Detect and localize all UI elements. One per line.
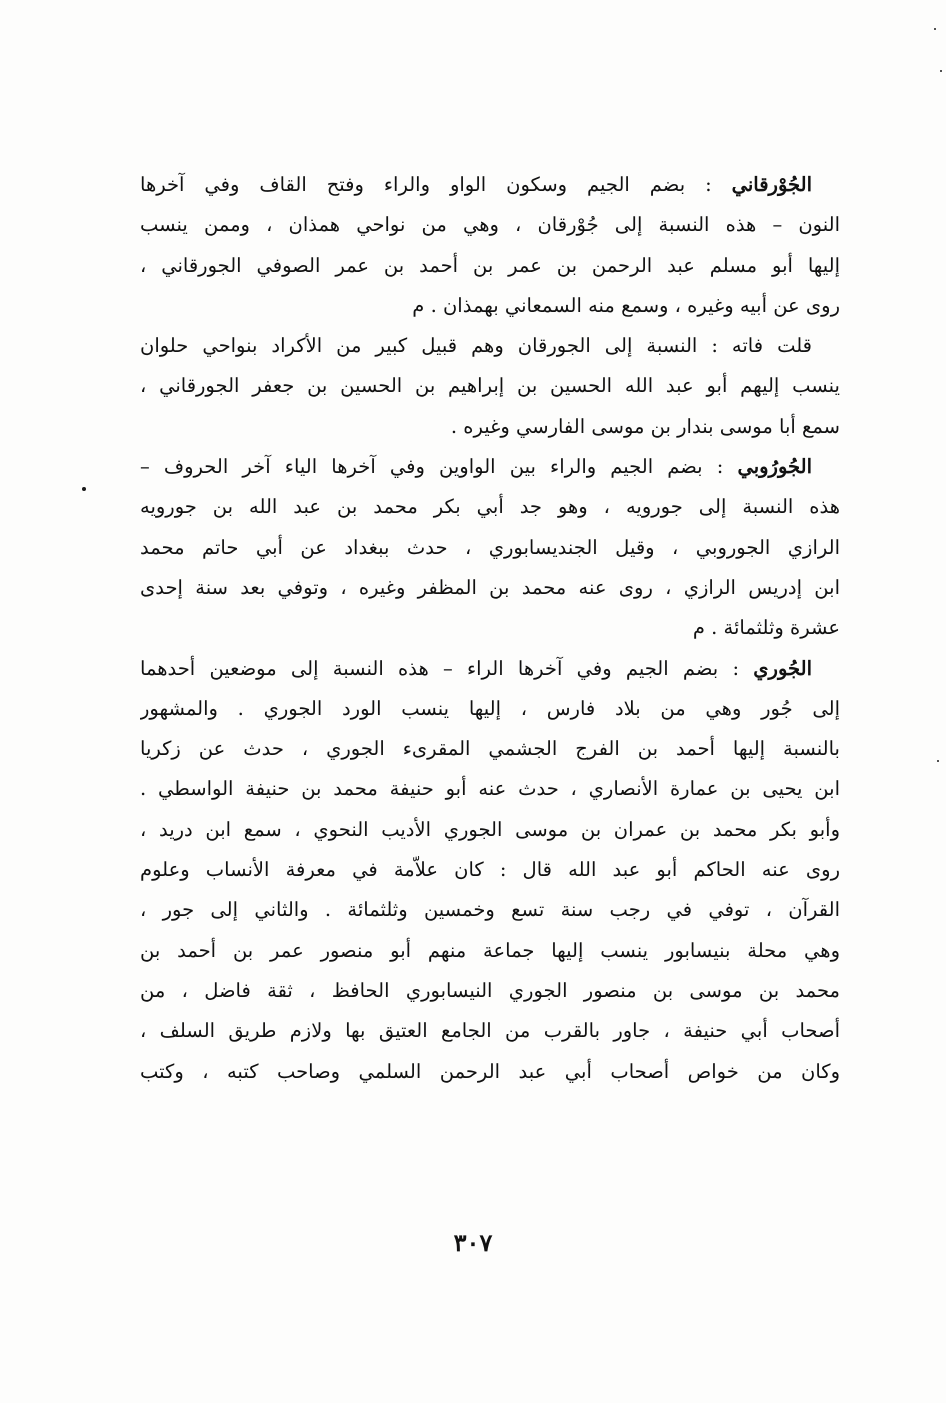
- text-line: [140, 205, 840, 245]
- text-line: [140, 528, 840, 568]
- line-text: هذه النسبة إلى جورويه ، وهو جد أبي بكر محمد بن عبد الله بن جورويه: [140, 495, 840, 519]
- text-line: [140, 931, 840, 971]
- text-line: [140, 1052, 840, 1092]
- text-line: [140, 850, 840, 890]
- line-text: إليها أبو مسلم عبد الرحمن بن عمر بن أحمد بن عمر الصوفي الجورقاني ،: [140, 253, 840, 277]
- page-number: ٣٠٧: [453, 1228, 493, 1257]
- text-line: [140, 729, 840, 769]
- line-text: ينسب إليهم أبو عبد الله الحسين بن إبراهيم بن الحسين بن جعفر الجورقاني ،: [140, 374, 840, 398]
- line-text: وهي محلة بنيسابور ينسب إليها جماعة منهم أبو منصور عمر بن أحمد بن: [140, 938, 840, 962]
- text-line: [140, 487, 840, 527]
- body-text: [140, 165, 840, 1092]
- text-line: [140, 165, 840, 205]
- text-line: [140, 810, 840, 850]
- line-text: : بضم الجيم وسكون الواو والراء وفتح القاف وفي آخرها: [140, 173, 732, 196]
- line-text: روى عنه الحاكم أبو عبد الله قال : كان علاّمة في معرفة الأنساب وعلوم: [140, 858, 840, 882]
- line-text: : بضم الجيم وفي آخرها الراء – هذه النسبة إلى موضعين أحدهما: [140, 656, 754, 680]
- line-text: ابن يحيى بن عمارة الأنصاري ، حدث عنه أبو حنيفة محمد بن حنيفة الواسطي .: [140, 777, 840, 801]
- text-line: [140, 649, 840, 689]
- line-text: محمد بن موسى بن منصور الجوري النيسابوري الحافظ ، ثقة فاضل ، من: [140, 978, 840, 1002]
- text-line: [140, 1011, 840, 1051]
- text-line: [140, 447, 840, 487]
- scan-speck: [82, 487, 86, 491]
- line-text: أصحاب أبي حنيفة ، جاور بالقرب من الجامع العتيق بها ولازم طريق السلف ،: [140, 1019, 840, 1043]
- text-line: [140, 769, 840, 809]
- scan-speck: [937, 760, 939, 762]
- text-line: [140, 608, 840, 648]
- line-text: إلى جُور وهي من بلاد فارس ، إليها ينسب الورد الجوري . والمشهور: [140, 696, 840, 720]
- text-line: [140, 568, 840, 608]
- line-text: روى عن أبيه وغيره ، وسمع منه السمعاني بهمذان . م: [412, 293, 840, 317]
- entry-heading: الجُورُوبي: [737, 455, 812, 479]
- line-text: بالنسبة إليها أحمد بن الفرج الجشمي المقرىء الجوري ، حدث عن زكريا: [140, 737, 840, 761]
- text-line: [140, 890, 840, 930]
- line-text: قلت فاته : النسبة إلى الجورقان وهم قبيل كبير من الأكراد بنواحي حلوان: [140, 334, 812, 358]
- line-text: ابن إدريس الرازي ، روى عنه محمد بن المظفر وغيره ، وتوفي بعد سنة إحدى: [140, 575, 840, 599]
- text-line: [140, 246, 840, 286]
- text-line: [140, 286, 840, 326]
- text-line: [140, 689, 840, 729]
- entry-heading: الجُوْرقاني: [731, 173, 812, 196]
- text-line: [140, 407, 840, 447]
- text-line: [140, 366, 840, 406]
- line-text: الرازي الجوروبي ، وقيل الجنديسابوري ، حدث ببغداد عن أبي حاتم محمد: [140, 535, 840, 559]
- entry-heading: الجُوري: [753, 656, 812, 680]
- text-line: [140, 971, 840, 1011]
- line-text: سمع أبا موسى بندار بن موسى الفارسي وغيره .: [450, 414, 840, 438]
- line-text: وكان من خواص أصحاب أبي عبد الرحمن السلمي وصاحب كتبه ، وكتب: [140, 1059, 840, 1083]
- scan-speck: [940, 70, 942, 72]
- text-line: [140, 326, 840, 366]
- scan-speck: [934, 28, 936, 30]
- line-text: : بضم الجيم والراء بين الواوين وفي آخرها الياء آخر الحروف –: [140, 455, 738, 479]
- line-text: وأبو بكر محمد بن عمران بن موسى الجوري الأديب النحوي ، سمع ابن دريد ،: [140, 817, 840, 841]
- line-text: عشرة وثلثمائة . م: [692, 616, 840, 640]
- line-text: القرآن ، توفي في رجب سنة تسع وخمسين وثلثمائة . والثاني إلى جور ،: [140, 898, 840, 922]
- line-text: النون – هذه النسبة إلى جُوْرقان ، وهي من نواحي همذان ، وممن ينسب: [140, 213, 840, 237]
